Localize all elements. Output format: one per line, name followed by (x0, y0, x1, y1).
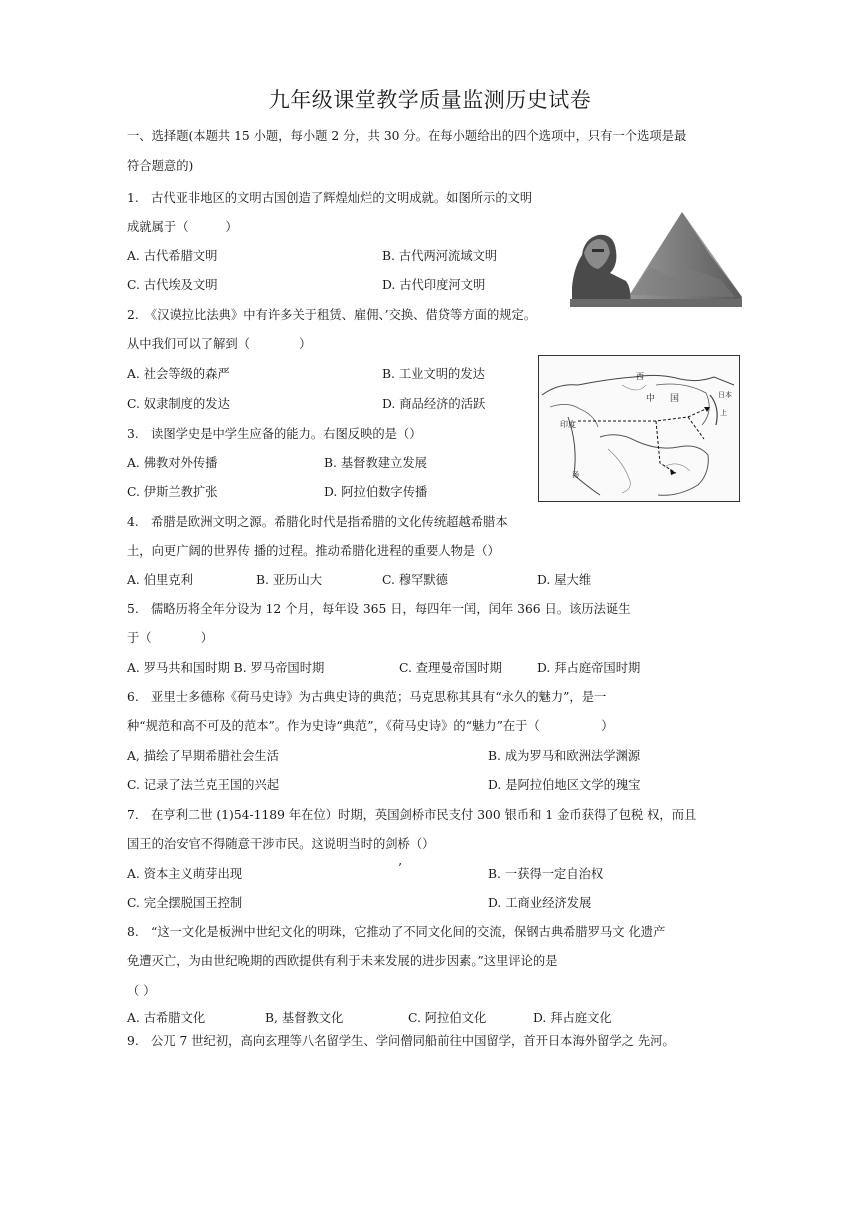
q5-stem-line-2: 于（ ） (127, 631, 214, 645)
map-label-tang: 汤 (572, 471, 579, 479)
map-label-japan: 日本 (718, 391, 732, 399)
map-label-india: 印度 (560, 420, 576, 429)
q1-option-c: C. 古代埃及文明 (127, 278, 218, 292)
q8-option-d: D. 拜占庭文化 (533, 1011, 612, 1025)
q7-option-c: C. 完全摆脱国王控制 (127, 896, 243, 910)
q4-option-a: A. 伯里克利 (127, 573, 193, 587)
map-label-zhong: 中 (646, 394, 656, 404)
q2-option-d: D. 商品经济的活跃 (382, 397, 486, 411)
q8-option-c: C. 阿拉伯文化 (408, 1011, 487, 1025)
q7-stray-mark: ’ (398, 861, 402, 875)
q1-option-a: A. 古代希腊文明 (127, 249, 218, 263)
q4-option-d: D. 屋大维 (537, 573, 592, 587)
q6-option-d: D. 是阿拉伯地区文学的瑰宝 (488, 778, 641, 792)
q4-option-b: B. 亚历山大 (256, 573, 323, 587)
q6-stem-line-1: 6. 亚里士多德称《荷马史诗》为古典史诗的典范；马克思称其具有“永久的魅力”，是一 (127, 690, 607, 704)
religion-spread-map (538, 355, 740, 502)
map-label-guo: 国 (670, 394, 680, 404)
q2-option-c: C. 奴隶制度的发达 (127, 397, 230, 411)
q9-stem-line-1: 9. 公兀 7 世纪初，高向玄理等八名留学生、学问僧同船前往中国留学，首开日本海外留学之 先河。 (127, 1034, 675, 1048)
q4-stem-line-1: 4. 希腊是欧洲文明之源。希腊化时代是指希腊的文化传统超越希腊本 (127, 515, 508, 529)
q6-option-b: B. 成为罗马和欧洲法学渊源 (488, 749, 641, 763)
q6-option-c: C. 记录了法兰克王国的兴起 (127, 778, 280, 792)
q3-option-d: D. 阿拉伯数字传播 (324, 485, 428, 499)
q5-option-ab: A. 罗马共和国时期 B. 罗马帝国时期 (127, 661, 325, 675)
exam-title: 九年级课堂教学质量监测历史试卷 (268, 88, 592, 112)
q1-option-b: B. 古代两河流域文明 (382, 249, 498, 263)
q8-stem-line-2: 免遭灭亡，为由世纪晚期的西欧提供有利于未来发展的进步因素。”这里评论的是 (127, 954, 558, 968)
q5-stem-line-1: 5. 儒略历将全年分设为 12 个月，每年设 365 日，每四年一闰，闰年 366 日。该历法诞生 (127, 602, 631, 616)
q1-option-d: D. 古代印度河文明 (382, 278, 486, 292)
q8-stem-line-3: （ ） (127, 984, 156, 998)
q3-option-c: C. 伊斯兰教扩张 (127, 485, 218, 499)
q3-option-b: B. 基督教建立发展 (324, 456, 427, 470)
q5-option-c: C. 查理曼帝国时期 (399, 661, 502, 675)
q7-option-d: D. 工商业经济发展 (488, 896, 592, 910)
q4-option-c: C. 穆罕默德 (382, 573, 448, 587)
q8-stem-line-1: 8. “这一文化是板洲中世纪文化的明珠，它推动了不同文化间的交流，保钢古典希腊罗马文 化遗产 (127, 925, 666, 939)
q2-option-a: A. 社会等级的森严 (127, 367, 230, 381)
q1-stem-line-1: 1. 古代亚非地区的文明古国创造了辉煌灿烂的文明成就。如图所示的文明 (127, 191, 533, 205)
q3-option-a: A. 佛教对外传播 (127, 456, 218, 470)
q1-stem-line-2: 成就属于（ ） (127, 220, 238, 234)
q7-stem-line-2: 国王的治安官不得随意干涉市民。这说明当时的剑桥（） (127, 837, 435, 851)
sphinx-pyramid-image (570, 207, 742, 307)
q8-option-a: A. 古希腊文化 (127, 1011, 206, 1025)
q7-option-a: A. 资本主义萌芽出现 (127, 867, 243, 881)
q5-option-d: D. 拜占庭帝国时期 (537, 661, 641, 675)
q2-stem-line-1: 2. 《汉谟拉比法典》中有许多关于租赁、雇佣、’交换、借贷等方面的规定。 (127, 308, 537, 322)
q4-stem-line-2: 土，向更广阔的世界传 播的过程。推动希腊化进程的重要人物是（） (127, 544, 500, 558)
q2-option-b: B. 工业文明的发达 (382, 367, 485, 381)
section-intro-line-2: 符合题意的) (127, 159, 194, 173)
q2-stem-line-2: 从中我们可以了解到（ ） (127, 337, 312, 351)
q6-stem-line-2: 种“规范和高不可及的范本”。作为史诗“典范”，《荷马史诗》的“魅力”在于（ ） (127, 719, 614, 733)
q7-stem-line-1: 7. 在亨利二世 (1)54-1189 年在位）时期，英国剑桥市民支付 300 银币和 1 金币获得了包税 权，而且 (127, 808, 697, 822)
q8-option-b: B, 基督教文化 (265, 1011, 344, 1025)
q6-option-a: A, 描绘了早期希腊社会生活 (127, 749, 279, 763)
q3-stem-line-1: 3. 读图学史是中学生应备的能力。右图反映的是（） (127, 427, 422, 441)
section-intro-line-1: 一、选择题(本题共 15 小题，每小题 2 分，共 30 分。在每小题给出的四个选项中，只有一个选项是最 (127, 129, 687, 143)
map-label-west: 西 (636, 372, 644, 381)
map-label-shang: 上 (720, 409, 727, 417)
q7-option-b: B. 一获得一定自治权 (488, 867, 604, 881)
